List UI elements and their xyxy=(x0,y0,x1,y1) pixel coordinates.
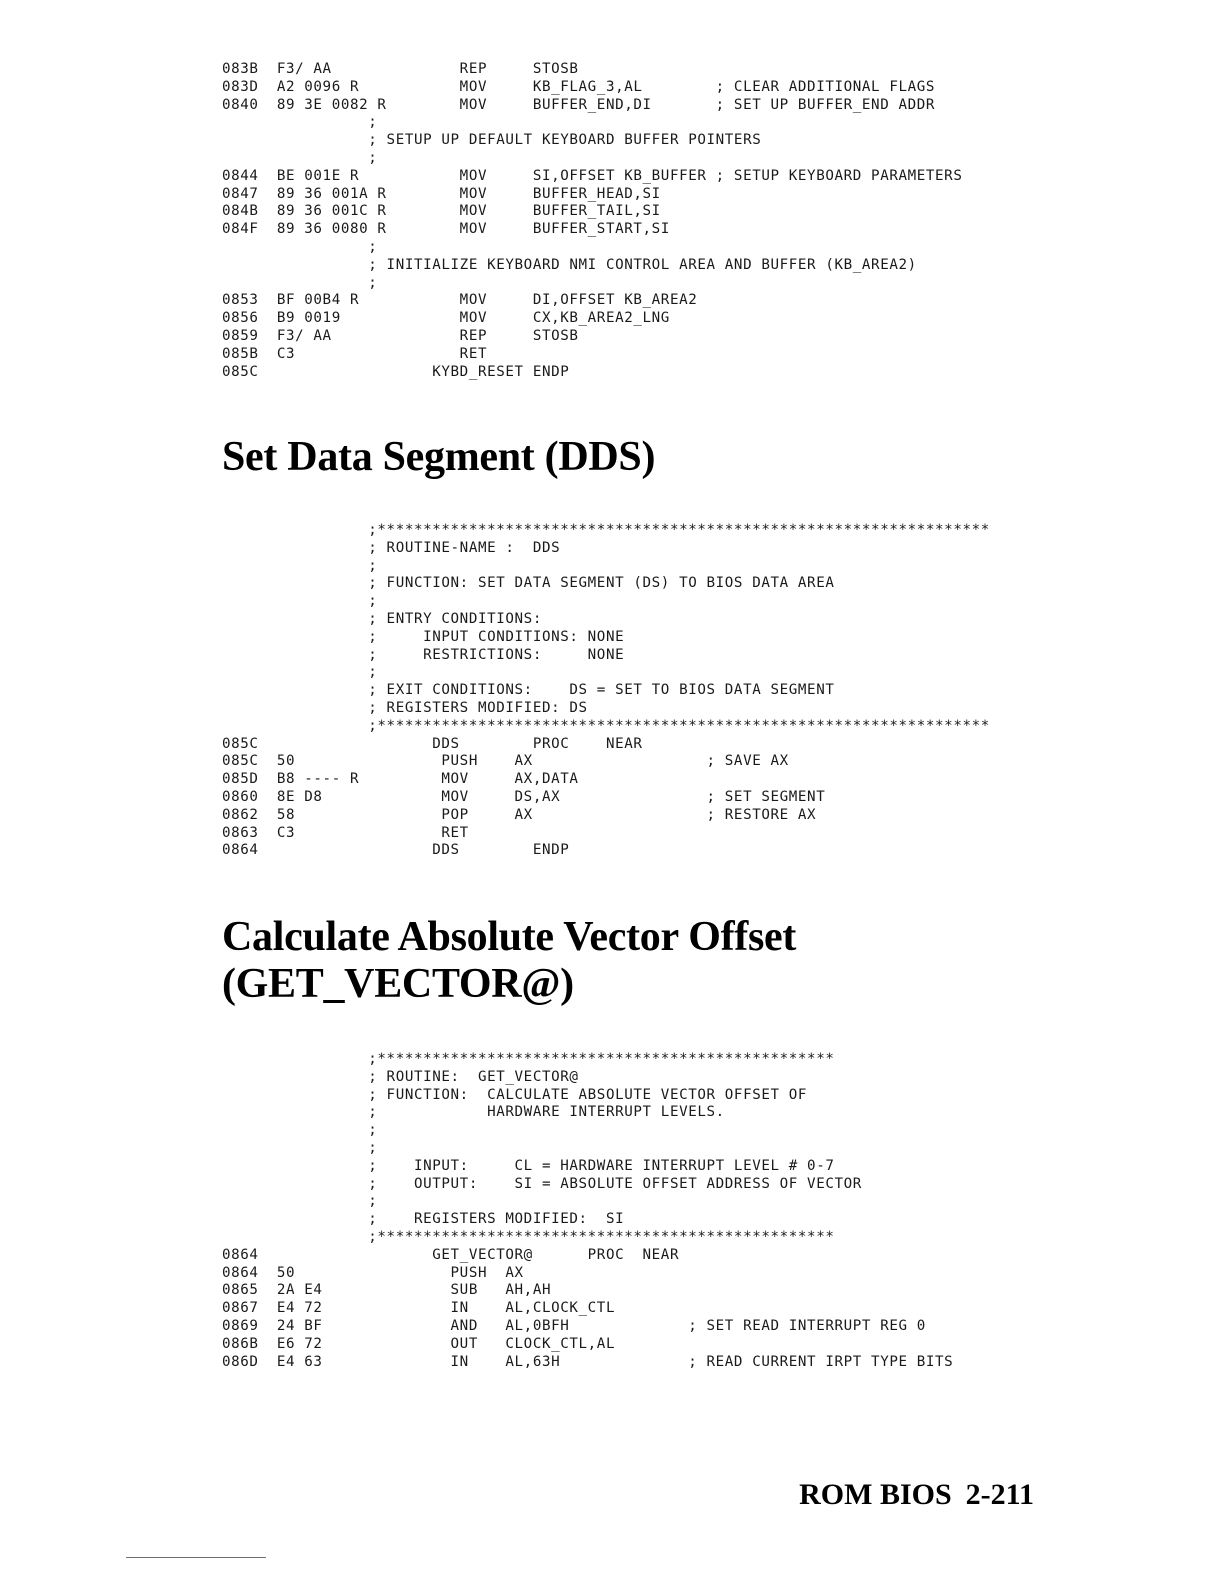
code-line: ; xyxy=(222,149,378,166)
code-line: 083B F3/ AA REP STOSB xyxy=(222,61,579,77)
code-line: 084F 89 36 0080 R MOV BUFFER_START,SI xyxy=(222,221,670,238)
code-line: ; RESTRICTIONS: NONE xyxy=(222,646,625,663)
code-line: ; xyxy=(222,593,378,610)
code-line: ;************************************************** xyxy=(222,1051,835,1067)
code-line: 0862 58 POP AX ; RESTORE AX xyxy=(222,806,817,823)
listing-get-vector xyxy=(222,1051,953,1371)
code-line: ; ROUTINE-NAME : DDS xyxy=(222,539,561,556)
code-line: ; REGISTERS MODIFIED: SI xyxy=(222,1211,625,1228)
code-line: 0840 89 3E 0082 R MOV BUFFER_END,DI ; SET UP BUFFER_END ADDR xyxy=(222,96,936,113)
code-line: 0844 BE 001E R MOV SI,OFFSET KB_BUFFER ; SETUP KEYBOARD PARAMETERS xyxy=(222,167,963,184)
code-line: 0863 C3 RET xyxy=(222,824,469,841)
code-line: 0856 B9 0019 MOV CX,KB_AREA2_LNG xyxy=(222,310,670,327)
code-line: ; INITIALIZE KEYBOARD NMI CONTROL AREA AND BUFFER (KB_AREA2) xyxy=(222,256,917,273)
code-line: 0864 GET_VECTOR@ PROC NEAR xyxy=(222,1246,680,1263)
code-line: ;************************************************** xyxy=(222,1228,835,1245)
code-line: ;******************************************************************* xyxy=(222,717,990,734)
code-line: 086D E4 63 IN AL,63H ; READ CURRENT IRPT TYPE BITS xyxy=(222,1353,954,1370)
code-line: ; REGISTERS MODIFIED: DS xyxy=(222,699,588,716)
code-line: 085C DDS PROC NEAR xyxy=(222,735,643,752)
code-line: ;******************************************************************* xyxy=(222,522,990,538)
code-line: 0847 89 36 001A R MOV BUFFER_HEAD,SI xyxy=(222,185,661,202)
heading-line-2: (GET_VECTOR@) xyxy=(222,961,574,1007)
code-line: ; xyxy=(222,1139,378,1156)
code-line: 085C 50 PUSH AX ; SAVE AX xyxy=(222,753,789,770)
code-line: 085B C3 RET xyxy=(222,345,488,362)
code-line: 0853 BF 00B4 R MOV DI,OFFSET KB_AREA2 xyxy=(222,292,698,309)
heading-line-1: Calculate Absolute Vector Offset xyxy=(222,914,797,960)
code-line: ; xyxy=(222,274,378,291)
code-line: ; FUNCTION: CALCULATE ABSOLUTE VECTOR OFFSET OF xyxy=(222,1086,808,1103)
section-heading-get-vector xyxy=(222,914,796,1008)
code-line: ; xyxy=(222,664,378,681)
code-line: 084B 89 36 001C R MOV BUFFER_TAIL,SI xyxy=(222,203,661,220)
code-line: ; xyxy=(222,114,378,131)
listing-kybd-reset-tail xyxy=(222,61,962,381)
code-line: ; ROUTINE: GET_VECTOR@ xyxy=(222,1068,579,1085)
scan-edge-line xyxy=(126,1557,266,1558)
code-line: 085D B8 ---- R MOV AX,DATA xyxy=(222,771,579,788)
code-line: ; HARDWARE INTERRUPT LEVELS. xyxy=(222,1104,725,1121)
code-line: ; ENTRY CONDITIONS: xyxy=(222,610,542,627)
code-line: ; xyxy=(222,557,378,574)
code-line: 083D A2 0096 R MOV KB_FLAG_3,AL ; CLEAR ADDITIONAL FLAGS xyxy=(222,78,936,95)
code-line: ; xyxy=(222,1122,378,1139)
code-line: ; EXIT CONDITIONS: DS = SET TO BIOS DATA SEGMENT xyxy=(222,682,835,699)
code-line: ; xyxy=(222,1193,378,1210)
code-line: 0859 F3/ AA REP STOSB xyxy=(222,327,579,344)
code-line: 0860 8E D8 MOV DS,AX ; SET SEGMENT xyxy=(222,788,826,805)
page-number: 2-211 xyxy=(965,1478,1034,1511)
code-line: ; INPUT: CL = HARDWARE INTERRUPT LEVEL # 0-7 xyxy=(222,1157,835,1174)
code-line: ; OUTPUT: SI = ABSOLUTE OFFSET ADDRESS OF VECTOR xyxy=(222,1175,862,1192)
code-line: 0864 DDS ENDP xyxy=(222,842,570,859)
code-line: ; FUNCTION: SET DATA SEGMENT (DS) TO BIOS DATA AREA xyxy=(222,575,835,592)
code-line: 0869 24 BF AND AL,0BFH ; SET READ INTERRUPT REG 0 xyxy=(222,1317,926,1334)
code-line: 085C KYBD_RESET ENDP xyxy=(222,363,570,380)
code-line: 0864 50 PUSH AX xyxy=(222,1264,524,1281)
section-heading-dds: Set Data Segment (DDS) xyxy=(222,434,656,480)
page-footer xyxy=(799,1478,1034,1512)
code-line: ; SETUP UP DEFAULT KEYBOARD BUFFER POINTERS xyxy=(222,132,762,149)
listing-dds xyxy=(222,522,990,860)
code-line: 086B E6 72 OUT CLOCK_CTL,AL xyxy=(222,1335,616,1352)
code-line: ; xyxy=(222,238,378,255)
code-line: 0865 2A E4 SUB AH,AH xyxy=(222,1282,552,1299)
footer-label: ROM BIOS xyxy=(799,1478,952,1511)
code-line: ; INPUT CONDITIONS: NONE xyxy=(222,628,625,645)
code-line: 0867 E4 72 IN AL,CLOCK_CTL xyxy=(222,1300,616,1317)
